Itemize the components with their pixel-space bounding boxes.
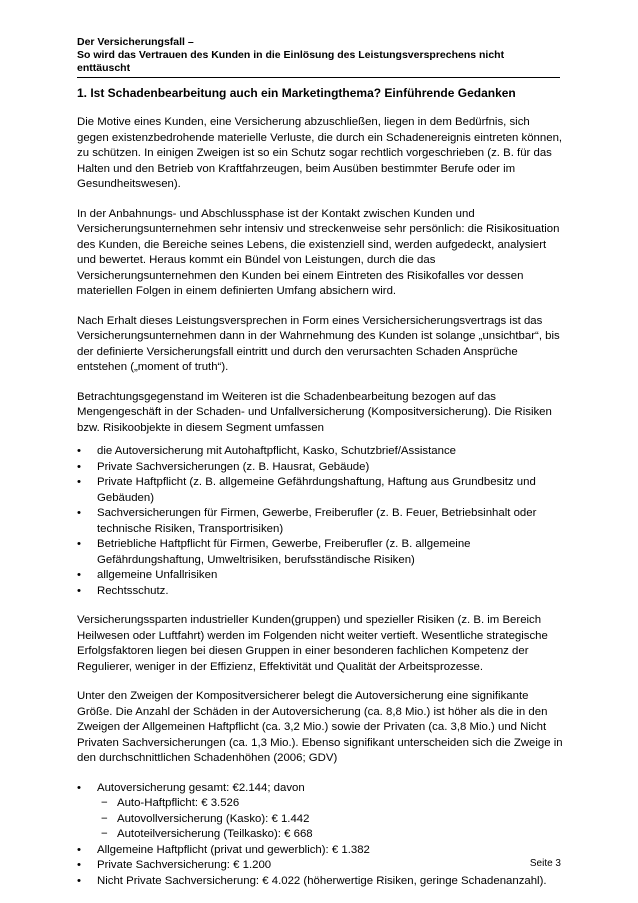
list-item: • Sachversicherungen für Firmen, Gewerbe, Freiberufler (z. B. Feuer, Betriebsinhalt oder technische Risiken, Transportrisiken)	[77, 506, 563, 537]
paragraph-anbahnung: In der Anbahnungs- und Abschlussphase ist der Kontakt zwischen Kunden und Versicherungsunternehmen sehr intensiv und streckenweise sehr persönlich: die Risikosituation des Kunden, die Bereiche seines Lebens, die existenziell sind, werden aufgedeckt, analysiert und bewertet. Heraus kommt ein Bündel von Leistungen, durch die das Versicherungsunternehmen den Kunden bei einem Eintreten des Risikofalles vor dessen materiellen Folgen in einem definierten Umfang absichern wird.	[77, 207, 560, 297]
list-item-text: Autoversicherung gesamt: €2.144; davon	[97, 781, 305, 794]
header-title: Der Versicherungsfall –	[77, 36, 194, 48]
list-item: • allgemeine Unfallrisiken	[77, 568, 563, 584]
list-item: • Betriebliche Haftpflicht für Firmen, Gewerbe, Freiberufler (z. B. allgemeine Gefährdungshaftung, Umweltrisiken, berufsständische Risiken)	[77, 537, 563, 568]
paragraph-motive: Die Motive eines Kunden, eine Versicherung abzuschließen, liegen in dem Bedürfnis, sich gegen existenzbedrohende materielle Verluste, die durch ein Schadenereignis eintreten können, zu schützen. In einigen Zweigen ist so ein Schutz sogar rechtlich vorgeschrieben (z. B. für das Halten und den Betrieb von Kraftfahrzeugen, beim Ausüben bestimmter Berufe oder im Gesundheitswesen).	[77, 116, 563, 190]
list-item: • Private Sachversicherungen (z. B. Hausrat, Gebäude)	[77, 460, 563, 476]
section-heading: 1. Ist Schadenbearbeitung auch ein Marketingthema? Einführende Gedanken	[77, 86, 516, 100]
amounts-list	[77, 781, 563, 890]
segment-list	[77, 444, 563, 599]
paragraph-autoversicherung: Unter den Zweigen der Kompositversicherer belegt die Autoversicherung eine signifikante Größe. Die Anzahl der Schäden in der Autoversicherung (ca. 8,8 Mio.) ist höher als die in den Zweigen der Allgemeinen Haftpflicht (ca. 3,2 Mio.) sowie der Privaten (ca. 3,8 Mio.) und Nicht Privaten Sachversicherungen (ca. 1,3 Mio.). Ebenso signifikant unterscheiden sich die Zweige in den durchschnittlichen Schadenhöhen (2006; GDV)	[77, 690, 563, 764]
paragraph-industrie: Versicherungssparten industrieller Kunden(gruppen) und spezieller Risiken (z. B. im Bereich Heilwesen oder Luftfahrt) werden im Folgenden nicht weiter vertieft. Wesentliche strategische Erfolgsfaktoren liegen bei diesen Gruppen in einer besonderen fachlichen Kompetenz der Regulierer, weniger in der Effizienz, Effektivität und Qualität der Arbeitsprozesse.	[77, 614, 548, 673]
running-header	[77, 36, 560, 78]
list-item: • Private Sachversicherung: € 1.200	[77, 858, 563, 874]
sub-list-item: − Autoteilversicherung (Teilkasko): € 668	[97, 827, 563, 843]
header-subtitle: So wird das Vertrauen des Kunden in die Einlösung des Leistungsversprechens nicht enttäuscht	[77, 49, 505, 74]
list-item: • die Autoversicherung mit Autohaftpflicht, Kasko, Schutzbrief/Assistance	[77, 444, 563, 460]
list-item: • Nicht Private Sachversicherung: € 4.022 (höherwertige Risiken, geringe Schadenanzahl).	[77, 874, 563, 890]
list-item: • Rechtsschutz.	[77, 584, 563, 600]
sub-list-item: − Auto-Haftpflicht: € 3.526	[97, 796, 563, 812]
list-item: • Private Haftpflicht (z. B. allgemeine Gefährdungshaftung, Haftung aus Grundbesitz und Gebäuden)	[77, 475, 563, 506]
list-item: • Allgemeine Haftpflicht (privat und gewerblich): € 1.382	[77, 843, 563, 859]
page-number: Seite 3	[529, 858, 561, 869]
paragraph-betrachtung: Betrachtungsgegenstand im Weiteren ist die Schadenbearbeitung bezogen auf das Mengengeschäft in der Schaden- und Unfallversicherung (Kompositversicherung). Die Risiken bzw. Risikoobjekte in diesem Segment umfassen	[77, 390, 552, 434]
list-item	[77, 781, 563, 843]
auto-sub-list	[97, 796, 563, 843]
main-content	[77, 85, 563, 903]
paragraph-leistungsversprechen: Nach Erhalt dieses Leistungsversprechen in Form eines Versichersicherungsvertrags ist das Versicherungsunternehmen dann in der Wahrnehmung des Kunden ist solange „unsichtbar“, bis der definierte Versicherungsfall eintritt und durch den verursachten Schaden Ansprüche entstehen („moment of truth“).	[77, 314, 560, 373]
sub-list-item: − Autovollversicherung (Kasko): € 1.442	[97, 812, 563, 828]
